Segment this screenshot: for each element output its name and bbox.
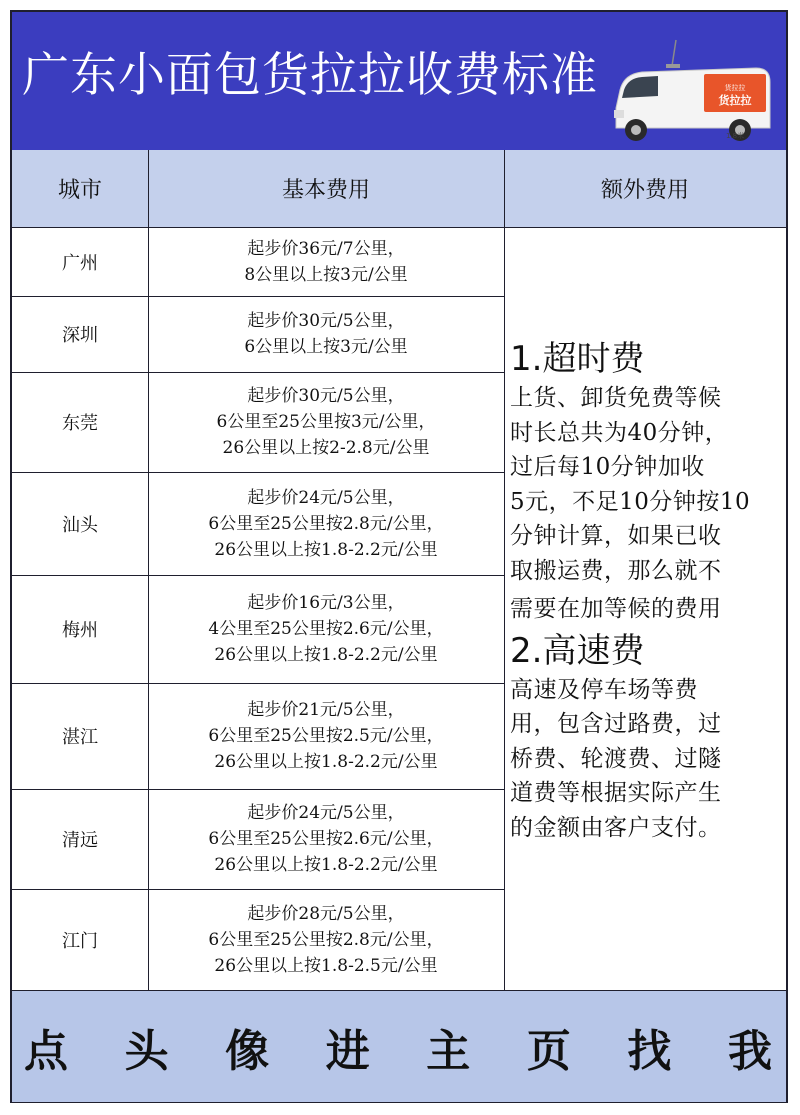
city-cell: 梅州 bbox=[62, 620, 98, 641]
fee-line: 26公里以上按1.8-2.2元/公里 bbox=[214, 855, 438, 875]
footer-char: 页 bbox=[526, 1025, 571, 1077]
fee-line: 26公里以上按1.8-2.2元/公里 bbox=[214, 539, 438, 560]
fee-line: 起步价24元/5公里， bbox=[247, 487, 405, 508]
page-title: 广东小面包货拉拉收费标准 bbox=[22, 48, 598, 103]
svg-text:货拉拉: 货拉拉 bbox=[724, 84, 746, 92]
city-cell: 东莞 bbox=[62, 413, 98, 434]
highway-fee-text bbox=[510, 673, 782, 846]
fee-line: 起步价16元/3公里， bbox=[247, 593, 405, 613]
basic-fee-cell bbox=[148, 575, 504, 683]
fee-line: 6公里至25公里按3元/公里， bbox=[216, 412, 436, 432]
fee-line: 起步价36元/7公里， bbox=[247, 238, 405, 259]
fee-line: 26公里以上按2-2.8元/公里 bbox=[222, 438, 430, 458]
fee-line: 26公里以上按1.8-2.2元/公里 bbox=[214, 645, 438, 665]
column-header-extra-fee: 额外费用 bbox=[600, 178, 689, 203]
column-header-basic-fee: 基本费用 bbox=[281, 178, 370, 203]
text-line: 桥费、轮渡费、过隧 bbox=[510, 745, 722, 772]
fee-table bbox=[12, 150, 786, 990]
fee-line: 起步价21元/5公里， bbox=[247, 700, 405, 720]
text-line: 过后每10分钟加收 bbox=[510, 454, 705, 480]
footer-char: 点 bbox=[24, 1025, 68, 1077]
text-line: 道费等根据实际产生 bbox=[510, 780, 722, 806]
table-header-row bbox=[12, 150, 786, 227]
city-cell: 深圳 bbox=[62, 325, 98, 346]
fee-line: 4公里至25公里按2.6元/公里， bbox=[208, 619, 444, 639]
city-cell: 江门 bbox=[62, 930, 98, 952]
extra-fee-cell bbox=[510, 335, 782, 845]
footer-char: 进 bbox=[325, 1025, 370, 1077]
footer-call-to-action bbox=[12, 991, 786, 1102]
city-cell: 湛江 bbox=[62, 727, 98, 748]
basic-fee-cell bbox=[148, 227, 504, 296]
fee-line: 6公里至25公里按2.8元/公里， bbox=[208, 929, 444, 950]
text-line: 取搬运费，那么就不 bbox=[510, 557, 722, 584]
svg-text:货拉拉: 货拉拉 bbox=[718, 94, 752, 107]
fee-line: 起步价30元/5公里， bbox=[247, 386, 405, 406]
text-line: 上货、卸货免费等候 bbox=[510, 385, 722, 411]
overtime-fee-text bbox=[510, 381, 782, 627]
svg-text:1.8米: 1.8米 bbox=[726, 132, 745, 140]
fee-line: 6公里以上按3元/公里 bbox=[244, 337, 408, 357]
fee-line: 8公里以上按3元/公里 bbox=[244, 264, 408, 285]
fee-line: 起步价24元/5公里， bbox=[247, 803, 405, 823]
basic-fee-cell bbox=[148, 889, 504, 990]
fee-line: 6公里至25公里按2.8元/公里， bbox=[208, 513, 444, 534]
city-cell: 广州 bbox=[62, 252, 98, 274]
basic-fee-cell bbox=[148, 472, 504, 575]
fee-line: 26公里以上按1.8-2.5元/公里 bbox=[214, 955, 438, 976]
city-cell: 清远 bbox=[62, 830, 98, 851]
text-line: 高速及停车场等费 bbox=[510, 676, 698, 703]
fee-line: 起步价28元/5公里， bbox=[247, 903, 405, 924]
footer-char: 找 bbox=[627, 1025, 672, 1077]
basic-fee-cell bbox=[148, 296, 504, 372]
text-line: 5元，不足10分钟按10 bbox=[510, 488, 751, 515]
van-image bbox=[606, 38, 776, 148]
overtime-fee-title: 1.超时费 bbox=[510, 339, 645, 379]
highway-fee-title: 2.高速费 bbox=[510, 630, 645, 671]
column-header-city: 城市 bbox=[57, 178, 102, 203]
fee-line: 6公里至25公里按2.5元/公里， bbox=[208, 726, 444, 746]
footer-char: 我 bbox=[727, 1025, 772, 1077]
city-cell: 汕头 bbox=[62, 514, 98, 536]
basic-fee-cell bbox=[148, 372, 504, 472]
footer-char: 主 bbox=[426, 1025, 471, 1077]
fee-line: 6公里至25公里按2.6元/公里， bbox=[208, 829, 444, 849]
basic-fee-cell bbox=[148, 683, 504, 789]
text-line: 分钟计算，如果已收 bbox=[510, 523, 722, 549]
text-line: 需要在加等候的费用 bbox=[510, 596, 722, 622]
footer-char: 头 bbox=[124, 1025, 169, 1077]
basic-fee-cell bbox=[148, 789, 504, 889]
text-line: 用，包含过路费，过 bbox=[510, 711, 722, 737]
footer-char: 像 bbox=[225, 1025, 270, 1077]
fee-line: 26公里以上按1.8-2.2元/公里 bbox=[214, 752, 438, 772]
fee-line: 起步价30元/5公里， bbox=[247, 311, 405, 331]
text-line: 时长总共为40分钟， bbox=[510, 419, 729, 446]
text-line: 的金额由客户支付。 bbox=[510, 814, 722, 841]
footer-banner bbox=[12, 990, 786, 1102]
